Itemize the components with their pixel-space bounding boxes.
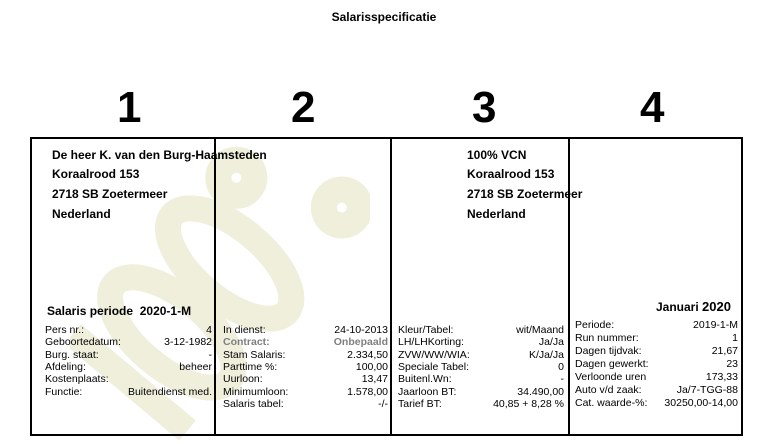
employee-country: Nederland [52,207,111,221]
field-value: 2019-1-M [693,319,738,331]
field-value: - [560,373,564,386]
field-label: Buitenl.Wn: [398,373,452,386]
field-value: 0 [558,360,564,373]
field-label: Periode: [575,319,615,331]
field-value: 13,47 [361,373,388,386]
col2-row [223,361,388,374]
col1-row [45,349,212,362]
col4-row [575,358,738,371]
field-label: Tarief BT: [398,397,442,410]
field-value: 34.490,00 [517,385,564,398]
field-value: 23 [726,358,738,370]
field-value: beheer [179,360,212,373]
field-value: Ja/Ja [538,336,564,349]
field-label: Parttime %: [223,360,278,373]
col3-row [398,398,564,411]
field-value: K/Ja/Ja [528,348,564,361]
column-number-2: 2 [291,83,316,132]
field-label: LH/LHKorting: [398,336,464,349]
field-label: In dienst: [223,324,266,336]
field-label: Jaarloon BT: [398,385,457,398]
col4-row [575,397,738,410]
field-label: Geboortedatum: [45,336,121,349]
field-label: Stam Salaris: [223,348,286,361]
col2-row [223,324,388,337]
field-label: Dagen tijdvak: [575,345,642,357]
field-value: Buitendienst med. [127,385,212,398]
field-label: Speciale Tabel: [398,360,470,373]
employee-city: 2718 SB Zoetermeer [52,187,168,201]
col3-row [398,361,564,374]
col2-row [223,398,388,411]
field-label: Run nummer: [575,332,639,344]
employer-city: 2718 SB Zoetermeer [467,187,583,201]
col3-row [398,336,564,349]
field-value: 1.578,00 [347,385,388,398]
column-number-4: 4 [640,83,665,132]
col1-row [45,373,212,386]
col3-row [398,373,564,386]
field-label: Salaris tabel: [223,397,284,410]
field-label: Contract: [223,336,270,349]
field-label: Kleur/Tabel: [398,324,454,336]
column-number-3: 3 [472,83,497,132]
field-value: 2.334,50 [347,348,388,361]
employee-street: Koraalrood 153 [52,167,140,181]
column-number-1: 1 [117,83,142,132]
employee-name: De heer K. van den Burg-Haamsteden [52,148,267,162]
col1-row [45,324,212,337]
col3-row [398,324,564,337]
field-value: 21,67 [711,345,738,357]
field-label: Kostenplaats: [45,373,109,386]
salary-period: Salaris periode 2020-1-M [47,304,192,318]
field-label: Uurloon: [223,373,263,386]
field-label: Cat. waarde-%: [575,397,648,409]
field-value: - [208,348,212,361]
col2-row [223,373,388,386]
field-label: Dagen gewerkt: [575,358,649,370]
field-value: 3-12-1982 [164,336,212,349]
col1-row [45,386,212,399]
col2-row [223,386,388,399]
col4-row [575,319,738,332]
field-label: Functie: [45,385,83,398]
field-label: Verloonde uren [575,371,647,383]
field-label: Pers nr.: [45,324,85,336]
field-label: Afdeling: [45,360,86,373]
field-value: 30250,00-14,00 [664,397,738,409]
field-value: wit/Maand [516,324,564,336]
col2-row [223,336,388,349]
field-value: 40,85 + 8,28 % [493,397,564,410]
col4-row [575,384,738,397]
field-label: ZVW/WW/WIA: [398,348,470,361]
field-value: -/- [378,397,388,410]
period-month-year: Januari 2020 [656,299,731,314]
field-value: 173,33 [705,371,738,383]
field-value: Ja/7-TGG-88 [676,384,738,396]
document-title: Salarisspecificatie [331,10,437,24]
field-value: 24-10-2013 [334,324,388,336]
col2-row [223,349,388,362]
field-value: 1 [732,332,738,344]
col4-row [575,371,738,384]
employer-country: Nederland [467,207,526,221]
col4-row [575,332,738,345]
col1-row [45,361,212,374]
field-label: Burg. staat: [45,348,99,361]
field-value: 100,00 [355,360,388,373]
col3-row [398,386,564,399]
col1-row [45,336,212,349]
field-value: Onbepaald [333,336,388,349]
field-label: Minimumloon: [223,385,289,398]
col4-row [575,345,738,358]
employer-name: 100% VCN [467,148,527,162]
field-value: 4 [206,324,212,336]
employer-street: Koraalrood 153 [467,167,555,181]
col3-row [398,349,564,362]
field-label: Auto v/d zaak: [575,384,642,396]
